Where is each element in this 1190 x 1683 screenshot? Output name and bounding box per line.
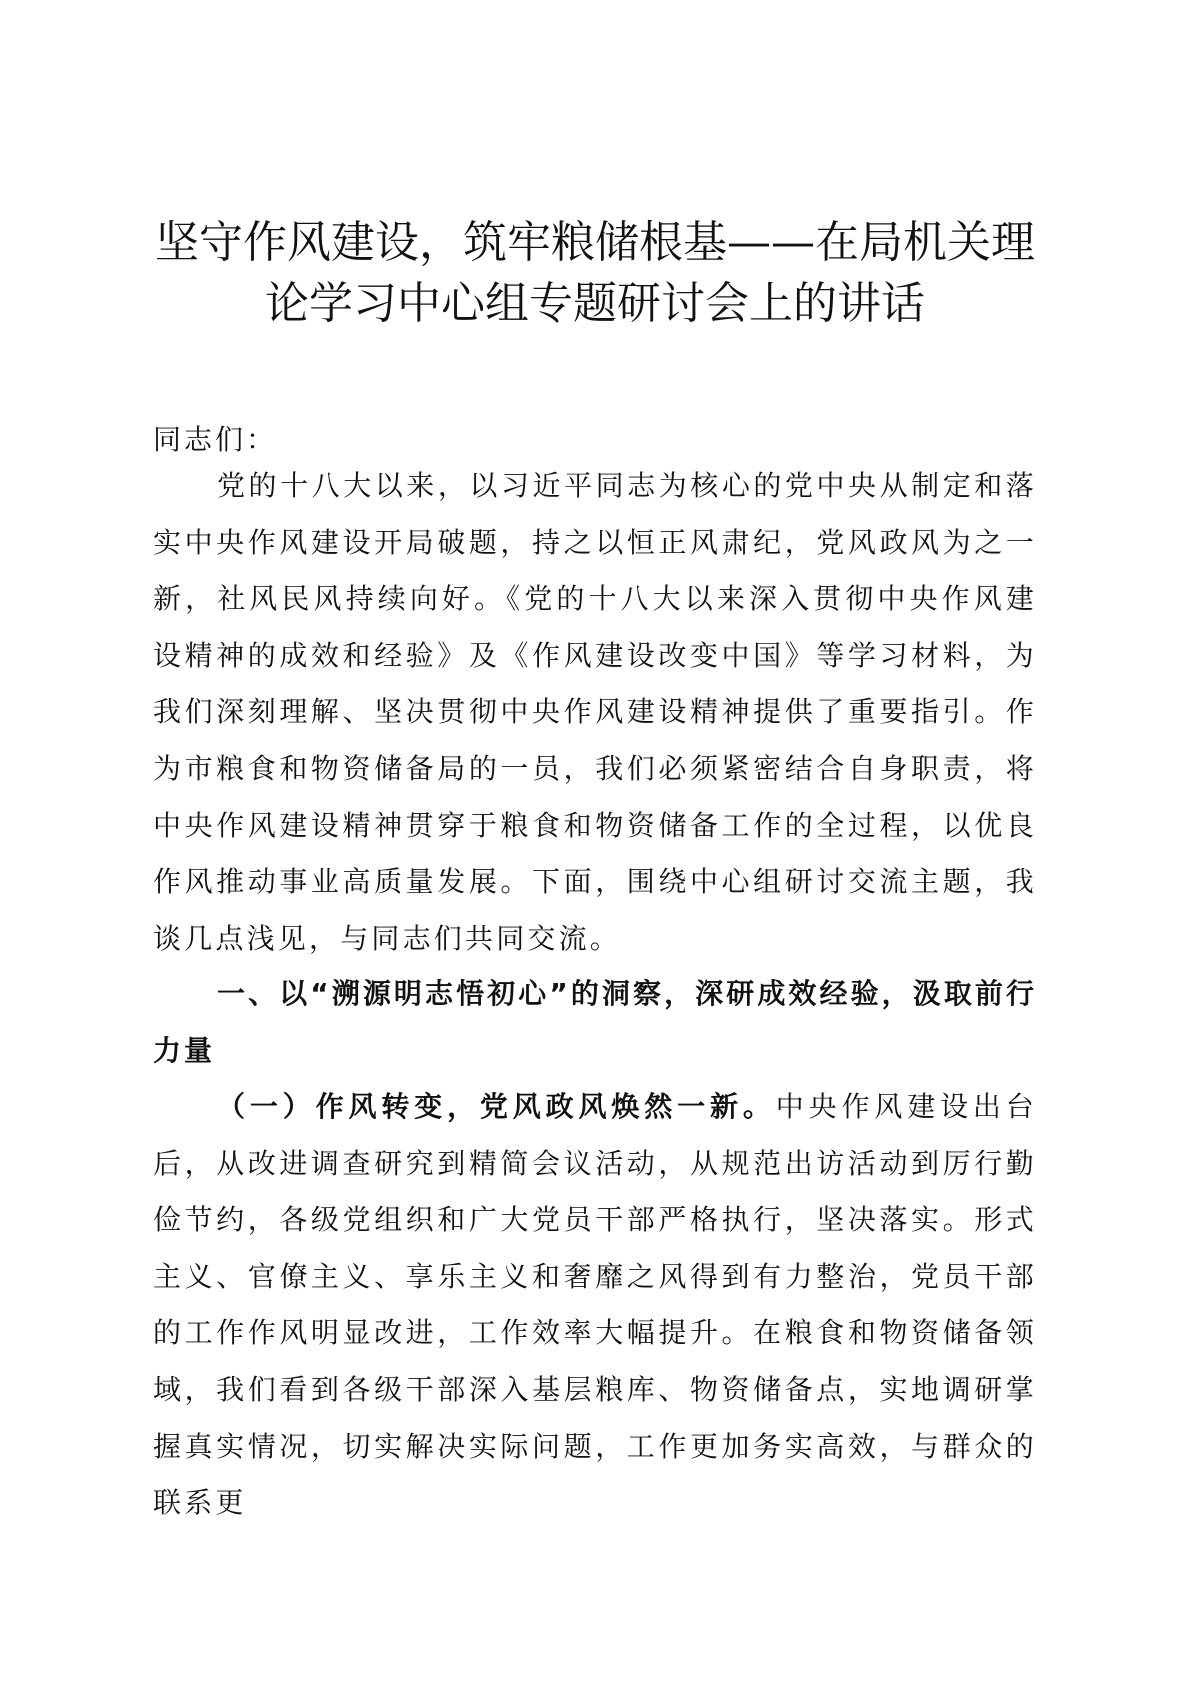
subsection-heading-1: （一）作风转变，党风政风焕然一新。 (217, 1090, 776, 1123)
section-heading-1: 一、以“溯源明志悟初心”的洞察，深研成效经验，汲取前行力量 (153, 977, 1037, 1067)
subsection-text-1: 中央作风建设出台后，从改进调查研究到精简会议活动，从规范出访活动到厉行勤俭节约，各级党组织和广大党员干部严格执行，坚决落实。形式主义、官僚主义、享乐主义和奢靡之风得到有力整治，党员干部的工作作风明显改进，工作效率大幅提升。在粮食和物资储备领域，我们看到各级干部深入基层粮库、物资储备点，实地调研掌握真实情况，切实解决实际问题，工作更加务实高效，与群众的联系更 (153, 1090, 1037, 1520)
document-title: 坚守作风建设，筑牢粮储根基——在局机关理论学习中心组专题研讨会上的讲话 (155, 217, 1035, 329)
paragraph-subsection-1 (153, 1079, 1037, 1532)
paragraph-intro: 党的十八大以来，以习近平同志为核心的党中央从制定和落实中央作风建设开局破题，持之以恒正风肃纪，党风政风为之一新，社风民风持续向好。《党的十八大以来深入贯彻中央作风建设精神的成效和经验》及《作风建设改变中国》等学习材料，为我们深刻理解、坚决贯彻中央作风建设精神提供了重要指引。作为市粮食和物资储备局的一员，我们必须紧密结合自身职责，将中央作风建设精神贯穿于粮食和物资储备工作的全过程，以优良作风推动事业高质量发展。下面，围绕中心组研讨交流主题，我谈几点浅见，与同志们共同交流。 (153, 469, 1037, 955)
greeting: 同志们： (153, 423, 278, 456)
